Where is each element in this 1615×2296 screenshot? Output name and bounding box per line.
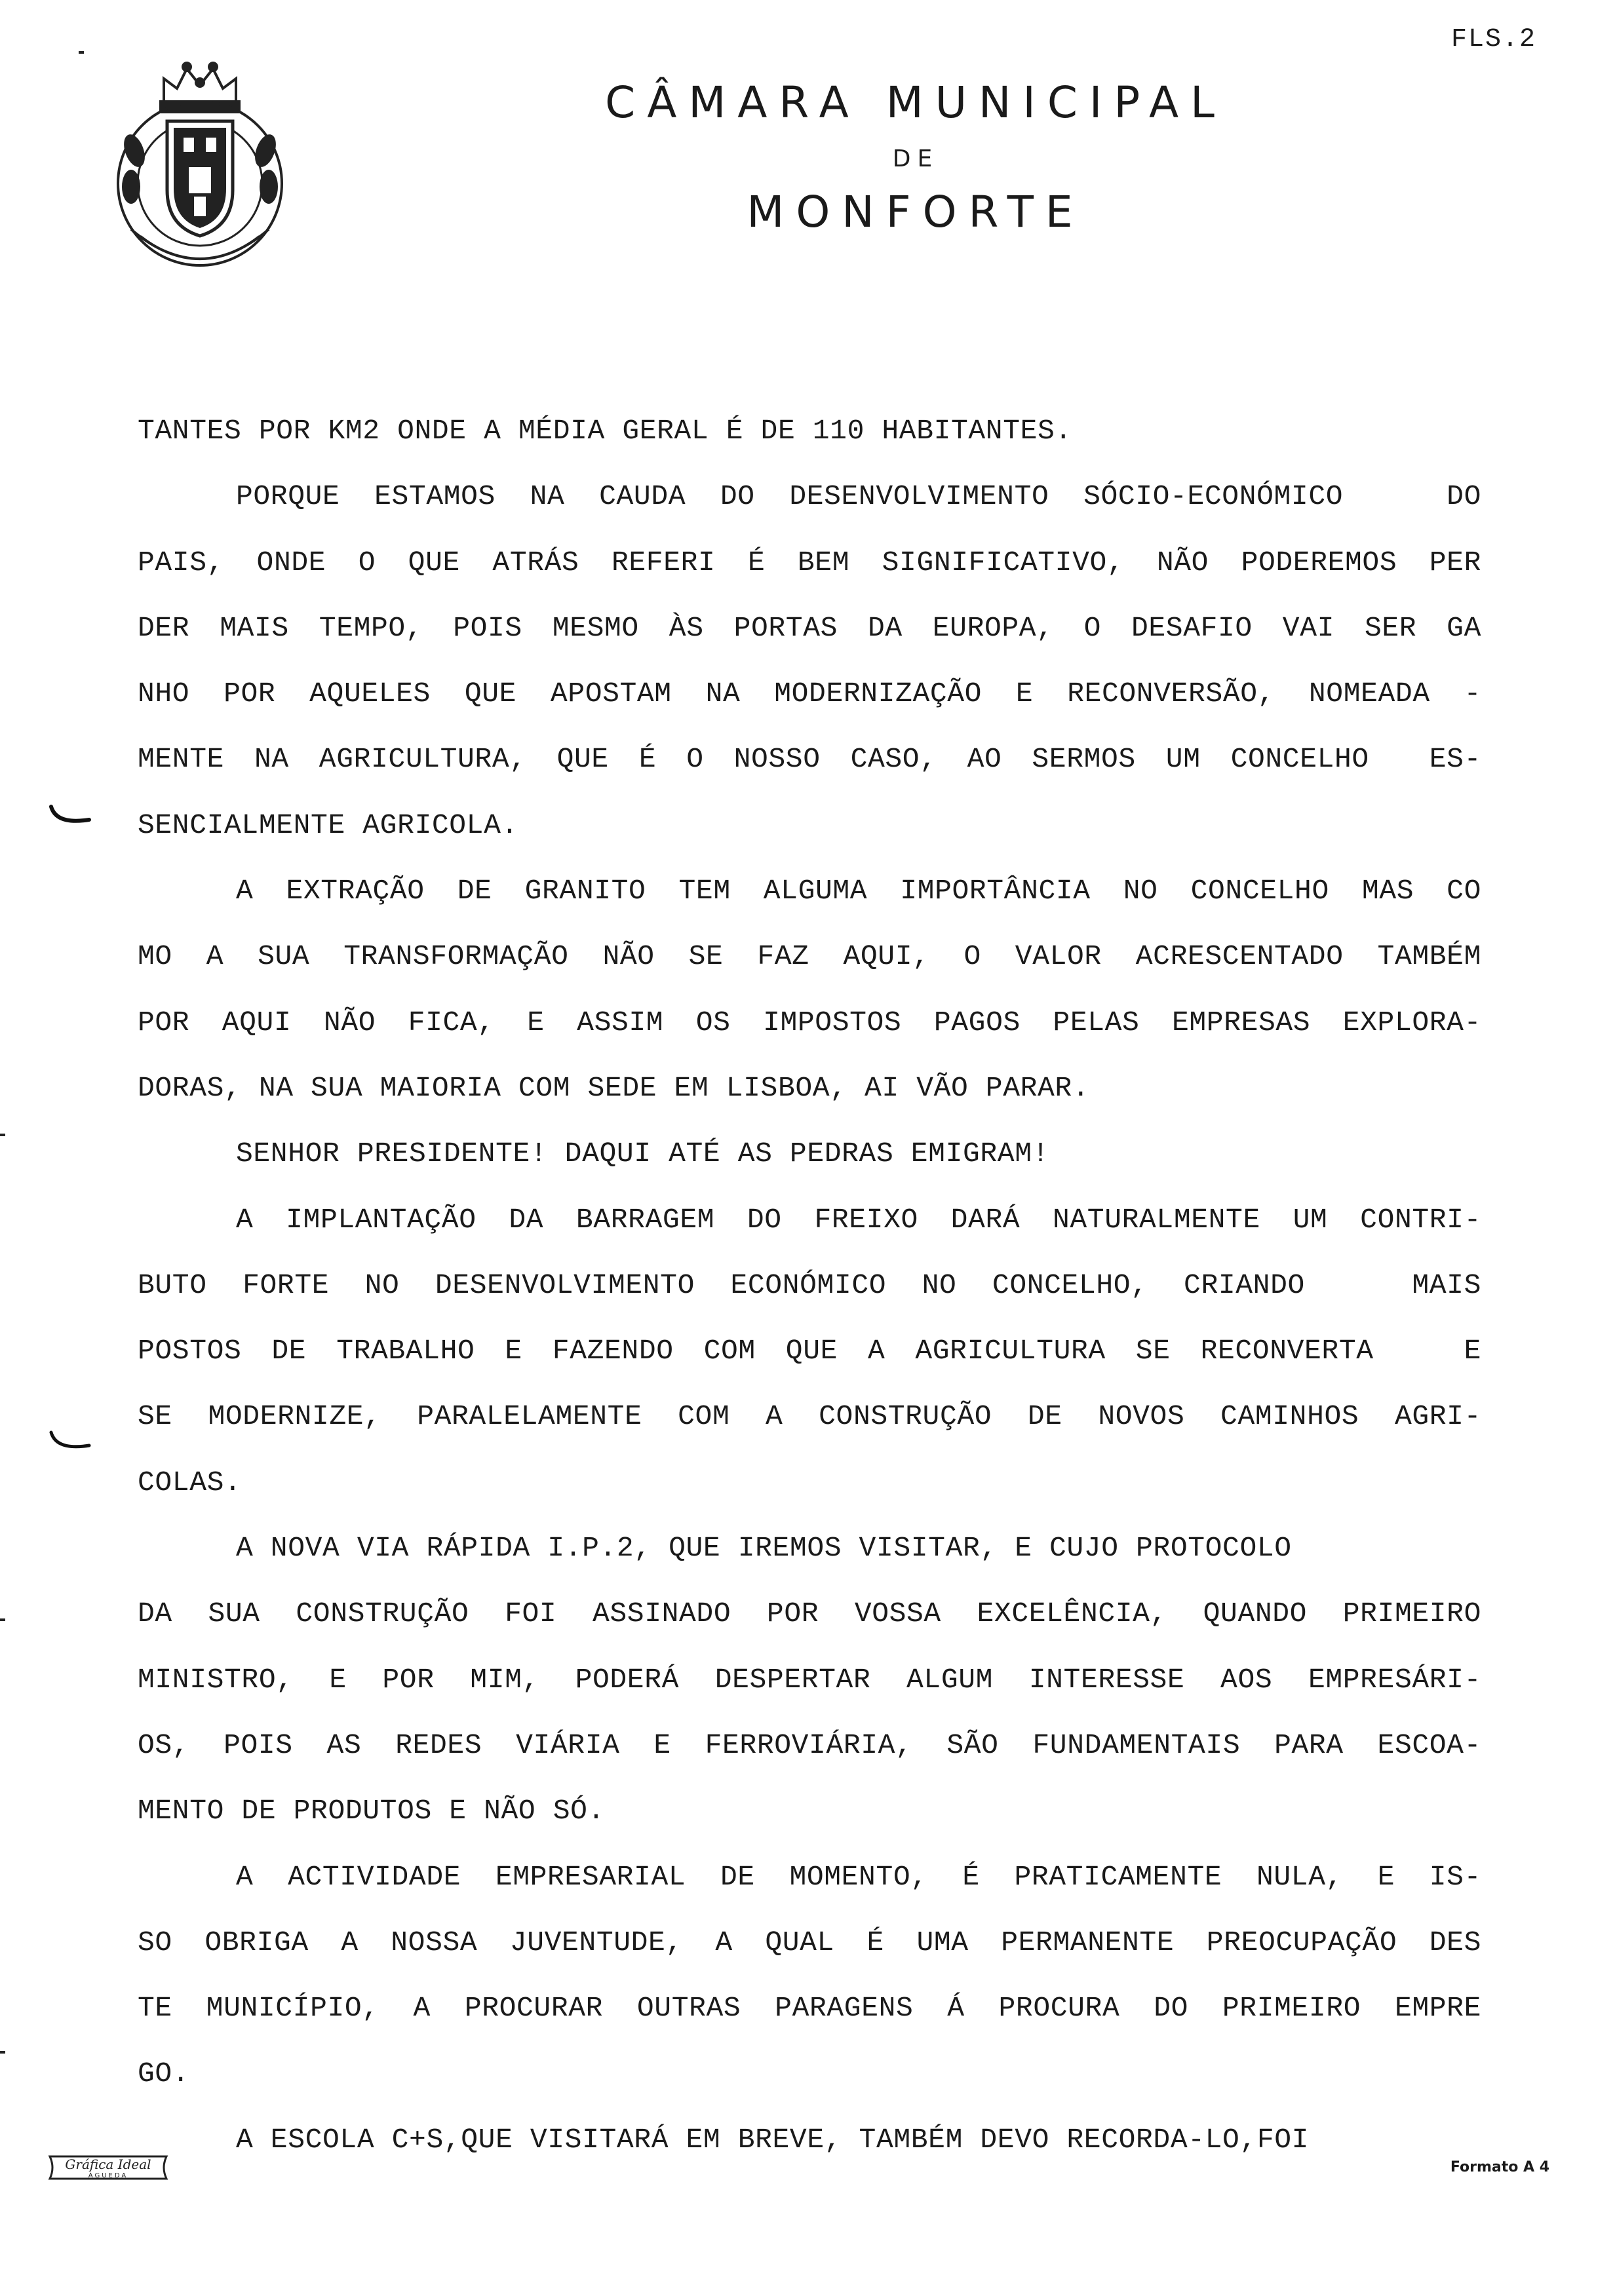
text-line: MENTO DE PRODUTOS E NÃO SÓ. <box>138 1795 605 1827</box>
check-mark-icon <box>47 1428 93 1453</box>
text-line: SENHOR PRESIDENTE! DAQUI ATÉ AS PEDRAS EMIGRAM! <box>236 1138 1049 1170</box>
text-line: OS, POIS AS REDES VIÁRIA E FERROVIÁRIA, SÃO FUNDAMENTAIS PARA ESCOA- <box>138 1729 1481 1761</box>
text-line: MO A SUA TRANSFORMAÇÃO NÃO SE FAZ AQUI, O VALOR ACRESCENTADO TAMBÉM <box>138 940 1481 973</box>
text-line: PAIS, ONDE O QUE ATRÁS REFERI É BEM SIGNIFICATIVO, NÃO PODEREMOS PER <box>138 546 1481 579</box>
text-line: COLAS. <box>138 1466 242 1499</box>
header-title-line1: CÂMARA MUNICIPAL <box>605 77 1226 128</box>
text-line: BUTO FORTE NO DESENVOLVIMENTO ECONÓMICO NO CONCELHO, CRIANDO MAIS <box>138 1269 1481 1301</box>
text-line: DORAS, NA SUA MAIORIA COM SEDE EM LISBOA, AI VÃO PARAR. <box>138 1071 1090 1104</box>
text-line: DER MAIS TEMPO, POIS MESMO ÀS PORTAS DA EUROPA, O DESAFIO VAI SER GA <box>138 611 1481 644</box>
svg-text:ÁGUEDA: ÁGUEDA <box>88 2172 128 2179</box>
paper-format-label: Formato A 4 <box>1450 2159 1549 2175</box>
header-title-line3: MONFORTE <box>747 187 1085 237</box>
printer-logo <box>46 2152 170 2183</box>
svg-text:Gráfica Ideal: Gráfica Ideal <box>65 2156 151 2172</box>
punch-mark <box>0 1618 5 1621</box>
text-line: POR AQUI NÃO FICA, E ASSIM OS IMPOSTOS PAGOS PELAS EMPRESAS EXPLORA- <box>138 1006 1481 1039</box>
text-line: A IMPLANTAÇÃO DA BARRAGEM DO FREIXO DARÁ NATURALMENTE UM CONTRI- <box>236 1203 1481 1236</box>
letter-body <box>138 411 1481 2186</box>
text-line: GO. <box>138 2057 190 2090</box>
text-line: DA SUA CONSTRUÇÃO FOI ASSINADO POR VOSSA EXCELÊNCIA, QUANDO PRIMEIRO <box>138 1598 1481 1630</box>
text-line: A ACTIVIDADE EMPRESARIAL DE MOMENTO, É PRATICAMENTE NULA, E IS- <box>236 1860 1481 1893</box>
text-line: TE MUNICÍPIO, A PROCURAR OUTRAS PARAGENS Á PROCURA DO PRIMEIRO EMPRE <box>138 1992 1481 2025</box>
text-line: MENTE NA AGRICULTURA, QUE É O NOSSO CASO, AO SERMOS UM CONCELHO ES- <box>138 743 1481 776</box>
text-line: A ESCOLA C+S,QUE VISITARÁ EM BREVE, TAMBÉM DEVO RECORDA-LO,FOI <box>236 2123 1310 2156</box>
header-title-line2: DE <box>892 145 939 172</box>
text-line: MINISTRO, E POR MIM, PODERÁ DESPERTAR ALGUM INTERESSE AOS EMPRESÁRI- <box>138 1663 1481 1696</box>
punch-mark <box>0 2051 5 2054</box>
text-line: SE MODERNIZE, PARALELAMENTE COM A CONSTRUÇÃO DE NOVOS CAMINHOS AGRI- <box>138 1400 1481 1433</box>
text-line: TANTES POR KM2 ONDE A MÉDIA GERAL É DE 110 HABITANTES. <box>138 415 1072 447</box>
text-line: NHO POR AQUELES QUE APOSTAM NA MODERNIZAÇÃO E RECONVERSÃO, NOMEADA - <box>138 678 1481 710</box>
text-line: POSTOS DE TRABALHO E FAZENDO COM QUE A AGRICULTURA SE RECONVERTA E <box>138 1335 1481 1368</box>
text-line: SO OBRIGA A NOSSA JUVENTUDE, A QUAL É UMA PERMANENTE PREOCUPAÇÃO DES <box>138 1926 1481 1959</box>
check-mark-icon <box>47 803 93 828</box>
text-line: A EXTRAÇÃO DE GRANITO TEM ALGUMA IMPORTÂNCIA NO CONCELHO MAS CO <box>236 875 1481 908</box>
text-line: A NOVA VIA RÁPIDA I.P.2, QUE IREMOS VISITAR, E CUJO PROTOCOLO <box>236 1532 1292 1565</box>
punch-mark <box>79 51 84 54</box>
page-number: FLS.2 <box>1450 25 1536 54</box>
text-line: SENCIALMENTE AGRICOLA. <box>138 809 518 841</box>
text-line: PORQUE ESTAMOS NA CAUDA DO DESENVOLVIMENTO SÓCIO-ECONÓMICO DO <box>236 480 1481 513</box>
punch-mark <box>0 1134 5 1136</box>
